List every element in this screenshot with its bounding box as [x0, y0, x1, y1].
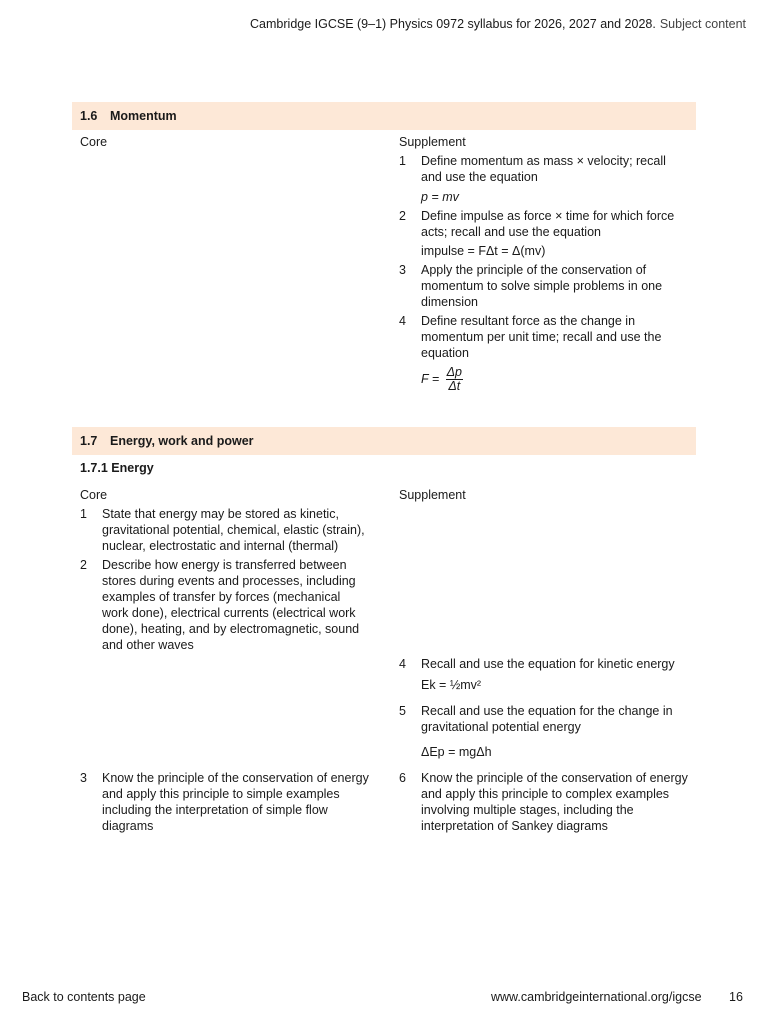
supplement-label: Supplement — [399, 135, 466, 149]
equation-potential-energy: ΔEp = mgΔh — [421, 745, 492, 759]
core-label: Core — [80, 135, 108, 149]
fraction: $\frac{\Delta p}{\Delta t}$ — [446, 365, 463, 393]
list-item: 2 Define impulse as force × time for which force acts; recall and use the equation — [399, 209, 675, 239]
core-label: Core — [80, 488, 108, 502]
list-item: 2 Describe how energy is transferred between stores during events and processes, including examples of transfer by forces (mechanical work done), electrical currents (electrical work done), heating, and by electromagnetic, sound and other waves — [80, 558, 360, 652]
equation-impulse: impulse = FΔt = Δ(mv) — [421, 244, 546, 258]
back-to-contents-link[interactable]: Back to contents page — [22, 990, 146, 1004]
list-item: 5 Recall and use the equation for the change in gravitational potential energy — [399, 704, 673, 734]
list-item: 6 Know the principle of the conservation of energy and apply this principle to complex examples involving multiple stages, including the interpretation of Sankey diagrams — [399, 771, 688, 833]
header-section: Subject content — [659, 17, 746, 31]
running-header — [250, 16, 746, 32]
equation-kinetic-energy: Ek = ½mv² — [421, 678, 482, 692]
section-heading-momentum — [72, 102, 696, 130]
section-title: Energy, work and power — [110, 434, 254, 448]
section-number: 1.7 — [80, 434, 98, 448]
section-number: 1.6 — [80, 109, 98, 123]
equation-momentum: p = mv — [421, 190, 459, 204]
supplement-label: Supplement — [399, 488, 466, 502]
section-heading-energy — [72, 427, 696, 455]
list-item: 3 Apply the principle of the conservation of momentum to solve simple problems in one dimension — [399, 263, 663, 309]
list-item: 4 Define resultant force as the change in momentum per unit time; recall and use the equation — [399, 314, 662, 360]
list-item: 3 Know the principle of the conservation of energy and apply this principle to simple examples including the interpretation of simple flow diagrams — [80, 771, 369, 833]
list-item: 1 State that energy may be stored as kinetic, gravitational potential, chemical, elastic (strain), nuclear, electrostatic and internal (thermal) — [80, 507, 365, 553]
section-title: Momentum — [110, 109, 177, 123]
list-item: 4 Recall and use the equation for kinetic energy — [399, 657, 675, 671]
equation-resultant-force: F = $\frac{\Delta p}{\Delta t}$ — [421, 365, 463, 393]
page-number: 16 — [729, 990, 743, 1004]
subsection-heading: 1.7.1 Energy — [80, 461, 154, 475]
website-link[interactable]: www.cambridgeinternational.org/igcse — [491, 990, 702, 1004]
header-title: Cambridge IGCSE (9–1) Physics 0972 syllabus for 2026, 2027 and 2028. — [250, 17, 656, 31]
list-item: 1 Define momentum as mass × velocity; recall and use the equation — [399, 154, 666, 184]
